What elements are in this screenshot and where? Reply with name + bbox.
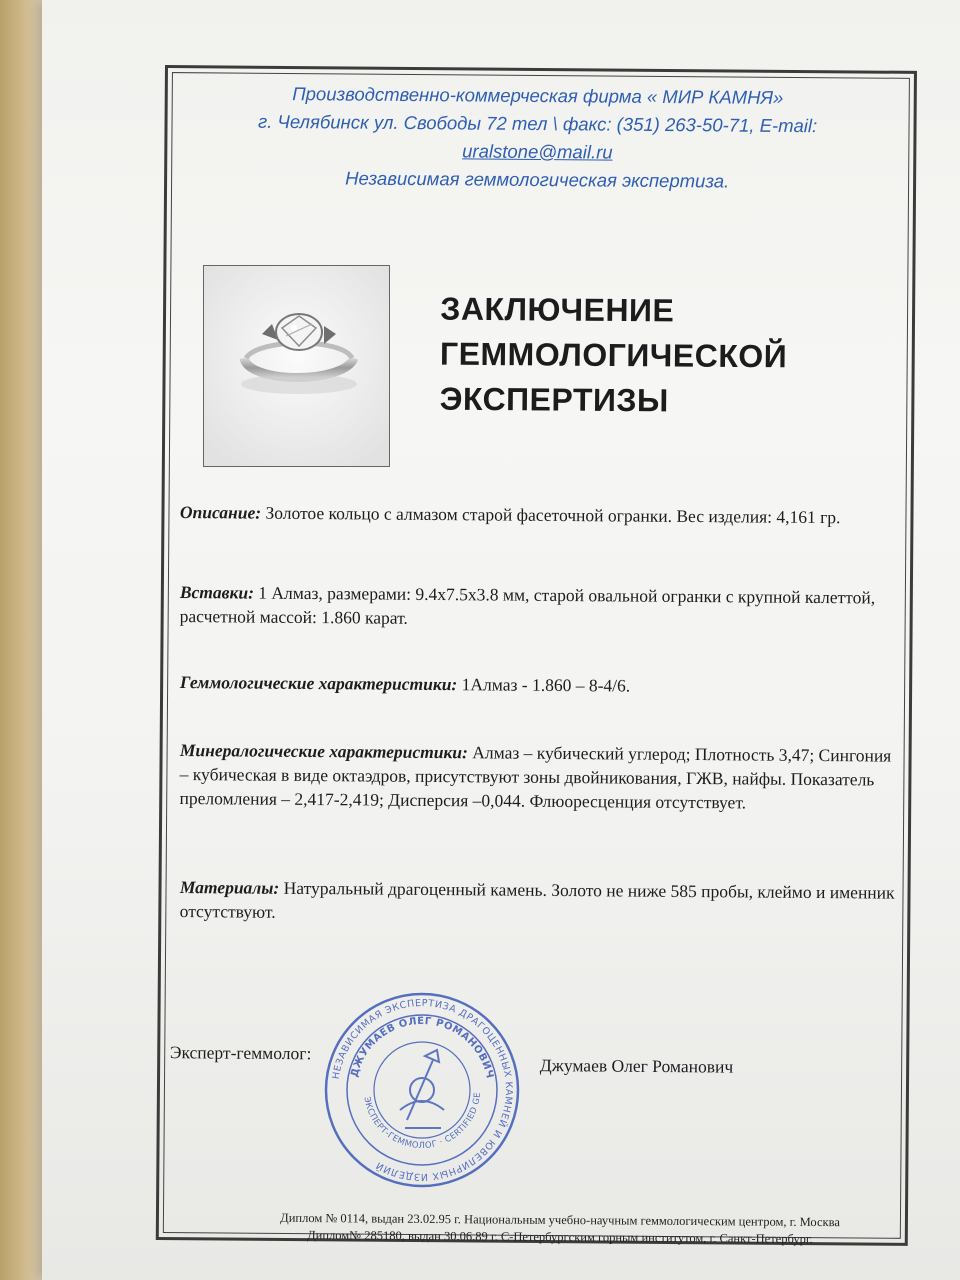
section-inserts [180,580,895,634]
company-name: Производственно-коммерческая фирма « МИР КАМНЯ» [292,83,784,108]
stamp-inner-text: ЭКСПЕРТ-ГЕММОЛОГ · CERTIFIED GE [361,1091,484,1152]
mineralogical-label: Минералогические характеристики: [179,739,468,763]
title-line-3: ЭКСПЕРТИЗЫ [439,380,669,419]
gemological-label: Геммологические характеристики: [179,671,458,695]
expert-name: Джумаев Олег Романович [539,1055,734,1077]
materials-text: Натуральный драгоценный камень. Золото не ниже 585 пробы, клеймо и именник отсутствуют. [179,877,895,922]
materials-label: Материалы: [179,876,280,898]
section-mineralogical [179,738,895,816]
company-email[interactable]: uralstone@mail.ru [462,140,613,163]
diploma-footer [220,1209,900,1248]
stamp-seal-icon [315,990,530,1190]
ring-photo [203,265,390,467]
description-label: Описание: [179,501,262,523]
title-line-1: ЗАКЛЮЧЕНИЕ [440,290,675,329]
official-stamp [315,990,530,1190]
company-contacts: г. Челябинск ул. Свободы 72 тел \ факс: (351) 263-50-71, E-mail: [257,110,818,137]
diploma-2: Диплом№ 285180, выдан 30.06.89 г. С-Петербургским горным институтом, г. Санкт-Петербург. [307,1228,813,1246]
diploma-1: Диплом № 0114, выдан 23.02.95 г. Национальным учебно-научным геммологическим центром, г. Москва [280,1210,840,1230]
expert-label: Эксперт-геммолог: [169,1042,312,1064]
mineralogical-text: Алмаз – кубический углерод; Плотность 3,47; Сингония – кубическая в виде октаэдров, присутствуют зоны двойникования, ГЖВ, найфы. Показатель преломления – 2,417-2,419; Дисперсия –0,044. Флюоресценция отсутствует. [179,742,892,813]
company-service: Независимая геммологическая экспертиза. [345,167,730,192]
document-title [439,287,787,425]
stamp-outer-text: НЕЗАВИСИМАЯ ЭКСПЕРТИЗА ДРАГОЦЕННЫХ КАМНЕЙ И ЮВЕЛИРНЫХ ИЗДЕЛИЙ [330,997,515,1183]
description-text: Золотое кольцо с алмазом старой фасеточной огранки. Вес изделия: 4,161 гр. [261,502,841,528]
inserts-label: Вставки: [179,581,255,603]
section-materials [180,875,895,929]
gemological-text: 1Алмаз - 1.860 – 8-4/6. [457,674,631,696]
ring-image [204,266,389,466]
document-border [156,65,917,1246]
title-line-2: ГЕММОЛОГИЧЕСКОЙ [439,335,788,375]
inserts-text: 1 Алмаз, размерами: 9.4х7.5х3.8 мм, старой овальной огранки с крупной калеттой, расчетной массой: 1.860 карат. [179,582,876,628]
company-header [175,79,901,197]
stamp-name-text: ДЖУМАЕВ ОЛЕГ РОМАНОВИЧ [349,1015,496,1080]
